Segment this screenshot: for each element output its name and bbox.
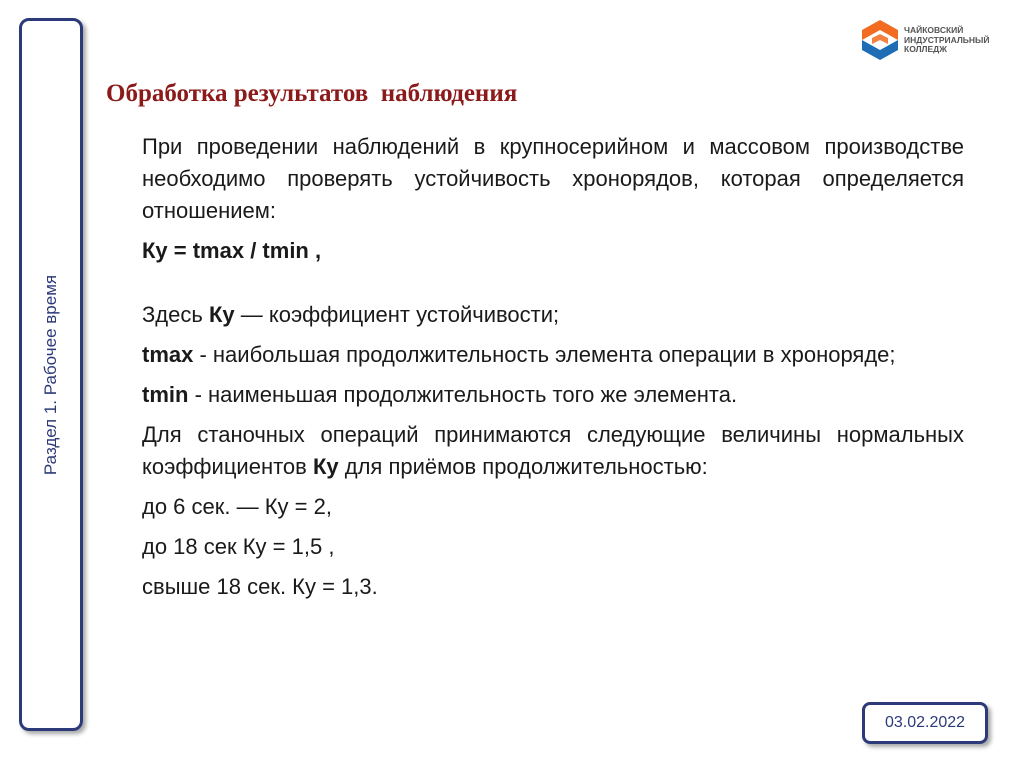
date-badge — [862, 702, 988, 744]
norm-text: Для станочных операций принимаются следующие величины нормальных коэффициентов — [142, 422, 964, 479]
norm-paragraph — [142, 419, 964, 483]
formula — [142, 235, 964, 267]
definition-ky — [142, 299, 964, 331]
logo-line: ИНДУСТРИАЛЬНЫЙ — [904, 34, 990, 45]
value-item: свыше 18 сек. Ку = 1,3. — [142, 574, 378, 599]
formula-text: Ку = tmax / tmin , — [142, 238, 322, 263]
definition-text: - наименьшая продолжительность того же элемента. — [188, 382, 738, 407]
section-label: Раздел 1. Рабочее время — [41, 274, 60, 475]
term-tmin: tmin — [142, 382, 189, 407]
logo-line: ЧАЙКОВСКИЙ — [904, 25, 964, 35]
definition-text: — коэффициент устойчивости; — [234, 302, 560, 327]
definition-tmax — [142, 339, 964, 371]
value-item: до 18 сек Ку = 1,5 , — [142, 534, 335, 559]
definition-text: - наибольшая продолжительность элемента операции в хроноряде; — [193, 342, 896, 367]
norm-text: для приёмов продолжительностью: — [338, 454, 708, 479]
section-sidebar — [19, 18, 83, 731]
definition-prefix: Здесь — [142, 302, 209, 327]
value-item: до 6 сек. — Ку = 2, — [142, 494, 332, 519]
date-text: 03.02.2022 — [884, 714, 966, 731]
college-logo — [860, 18, 1000, 64]
slide-title: Обработка результатов наблюдения — [106, 80, 518, 107]
term-ky: Ку — [208, 302, 235, 327]
slide-body — [142, 131, 964, 603]
definition-tmin — [142, 379, 964, 411]
intro-paragraph: При проведении наблюдений в крупносерийном и массовом производстве необходимо проверять устойчивость хронорядов, которая определяется отношением: — [142, 134, 964, 223]
college-logo-icon — [860, 18, 900, 62]
term-ky: Ку — [312, 454, 339, 479]
logo-line: КОЛЛЕДЖ — [904, 44, 947, 54]
college-logo-text — [904, 26, 1000, 55]
term-tmax: tmax — [142, 342, 194, 367]
